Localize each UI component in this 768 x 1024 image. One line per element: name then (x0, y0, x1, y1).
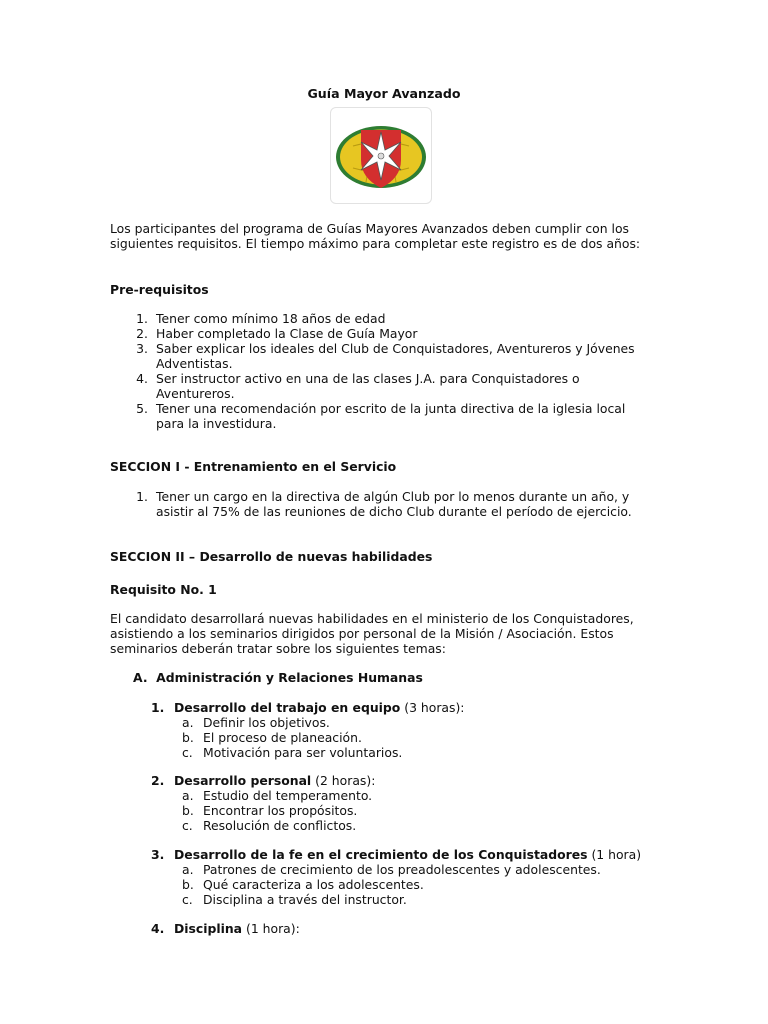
subtopic-4: 4. Disciplina (1 hora): (151, 921, 300, 936)
list-item: b. Encontrar los propósitos. (182, 803, 358, 818)
list-item: 3. Saber explicar los ideales del Club de Conquistadores, Aventureros y Jóvenes Adventistas. (136, 341, 635, 371)
topic-a: A. Administración y Relaciones Humanas (133, 670, 423, 685)
requirement-heading: Requisito No. 1 (110, 582, 217, 597)
list-item: 2. Haber completado la Clase de Guía Mayor (136, 326, 418, 341)
intro-paragraph: Los participantes del programa de Guías Mayores Avanzados deben cumplir con los siguientes requisitos. El tiempo máximo para completar este registro es de dos años: (110, 221, 641, 251)
subtopic-2: 2. Desarrollo personal (2 horas): a. Estudio del temperamento. b. Encontrar los propósitos. c. Resolución de conflictos. (151, 773, 376, 833)
list-item: b. Qué caracteriza a los adolescentes. (182, 877, 424, 892)
section1-heading: SECCION I - Entrenamiento en el Servicio (110, 459, 397, 474)
section1-list (130, 489, 665, 519)
list-item: 4. Ser instructor activo en una de las clases J.A. para Conquistadores o Aventureros. (136, 371, 580, 401)
club-logo (330, 107, 432, 204)
page-title: Guía Mayor Avanzado (307, 86, 461, 101)
list-item: 1. Tener un cargo en la directiva de algún Club por lo menos durante un año, y asistir al 75% de las reuniones de dicho Club durante el período de ejercicio. (136, 489, 632, 519)
list-item: 5. Tener una recomendación por escrito de la junta directiva de la iglesia local para la investidura. (136, 401, 626, 431)
prerequisites-list (130, 311, 650, 431)
list-item: b. El proceso de planeación. (182, 730, 362, 745)
list-item: a. Estudio del temperamento. (182, 788, 373, 803)
subtopic-1: 1. Desarrollo del trabajo en equipo (3 horas): a. Definir los objetivos. b. El proceso de planeación. c. Motivación para ser voluntarios. (151, 700, 465, 760)
list-item: c. Motivación para ser voluntarios. (182, 745, 403, 760)
prerequisites-heading: Pre-requisitos (110, 282, 209, 297)
subtopic-3: 3. Desarrollo de la fe en el crecimiento de los Conquistadores (1 hora) a. Patrones de crecimiento de los preadolescentes y adolescentes. b. Qué caracteriza a los adolescentes. c. Disciplina a través del instructor. (151, 847, 642, 907)
list-item: 1. Tener como mínimo 18 años de edad (136, 311, 386, 326)
list-item: a. Definir los objetivos. (182, 715, 330, 730)
requirement-paragraph: El candidato desarrollará nuevas habilidades en el ministerio de los Conquistadores, asistiendo a los seminarios dirigidos por personal de la Misión / Asociación. Estos seminarios deberán tratar sobre los siguientes temas: (110, 611, 634, 656)
pathfinder-emblem-icon (331, 108, 431, 203)
list-item: c. Resolución de conflictos. (182, 818, 357, 833)
section2-heading: SECCION II – Desarrollo de nuevas habilidades (110, 549, 433, 564)
list-item: c. Disciplina a través del instructor. (182, 892, 407, 907)
list-item: a. Patrones de crecimiento de los preadolescentes y adolescentes. (182, 862, 601, 877)
